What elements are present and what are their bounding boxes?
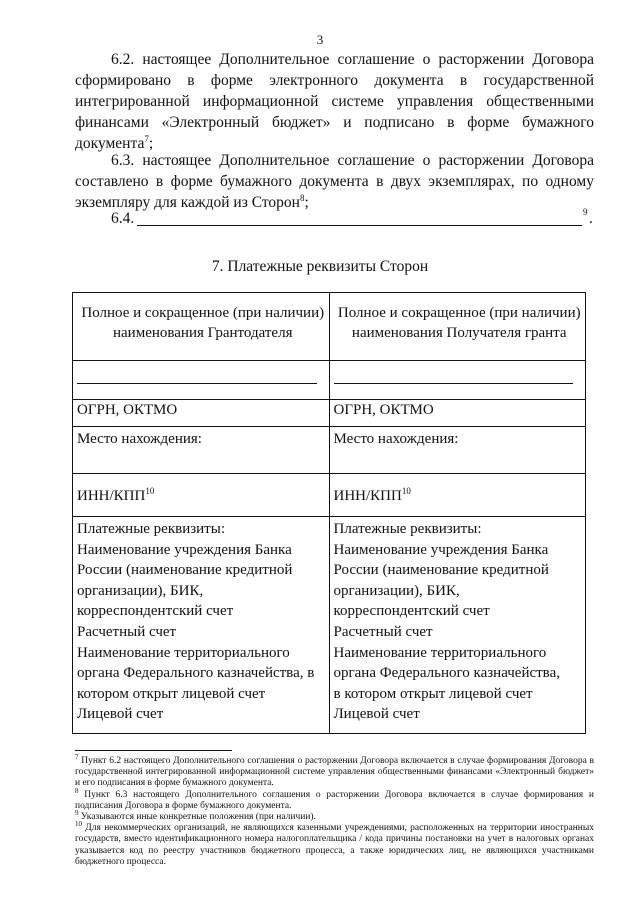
grantor-name-header: Полное и сокращенное (при наличии) наименования Грантодателя (73, 293, 330, 361)
grantor-ogrn: ОГРН, ОКТМО (73, 400, 330, 427)
footnote-8 (75, 786, 594, 812)
page-number: 3 (316, 32, 324, 47)
requisites-table (72, 292, 586, 734)
footnote-number: 7 (75, 752, 79, 761)
footnote-ref-8: 8 (299, 192, 305, 203)
bank-line: Расчетный счет (77, 623, 177, 640)
footnote-ref-9: 9 (583, 207, 588, 217)
ogrn-row (73, 400, 586, 427)
grantor-name-line (77, 383, 317, 384)
footnote-number: 8 (75, 786, 79, 795)
clause-6-2 (75, 49, 594, 154)
table-header-row (73, 293, 586, 361)
clause-6-4 (75, 208, 594, 232)
bank-line: корреспондентский счет (77, 603, 234, 620)
footnotes (75, 752, 594, 868)
clause-6-3-end: ; (304, 194, 309, 211)
bank-line: в котором открыт лицевой счет (333, 685, 533, 702)
recipient-ogrn: ОГРН, ОКТМО (329, 400, 586, 427)
grantor-address: Место нахождения: (73, 427, 330, 474)
blank-name-row (73, 361, 586, 400)
recipient-name-line (334, 383, 574, 384)
clause-6-2-end: ; (148, 135, 154, 152)
bank-line: организации), БИК, (77, 582, 204, 599)
footnote-text: Указываются иные конкретные положения (при наличии). (78, 812, 316, 823)
bank-line: России (наименование кредитной (333, 562, 549, 579)
bank-line: Лицевой счет (77, 706, 164, 723)
footnote-9 (75, 808, 594, 823)
bank-line: Наименование территориального (77, 644, 290, 661)
footnote-text: Пункт 6.3 настоящего Дополнительного соглашения о расторжении Договора включается в случае формирования и подписания Договора в форме бумажного документа. (75, 789, 594, 811)
bank-line: котором открыт лицевой счет (77, 685, 266, 702)
recipient-inn-label: ИНН/КПП (333, 488, 402, 504)
footnote-ref-10: 10 (401, 486, 411, 496)
recipient-inn (329, 474, 586, 517)
clause-6-3-text: 6.3. настоящее Дополнительное соглашение о расторжении Договора составлено в форме бумажного документа в двух экземплярах, по одному экземпляру для каждой из Сторон (75, 152, 594, 211)
bank-line: Наименование учреждения Банка (77, 541, 292, 558)
bank-line: Платежные реквизиты: (333, 521, 482, 537)
bank-line: корреспондентский счет (333, 603, 490, 620)
recipient-address: Место нахождения: (329, 427, 586, 474)
footnote-ref-10: 10 (145, 486, 155, 496)
address-row (73, 427, 586, 474)
clause-6-2-text: 6.2. настоящее Дополнительное соглашение о расторжении Договора сформировано в форме электронного документа в государственной интегрированной информационной системе управления общественными финансами «Электронный бюджет» и подписано в форме бумажного документа (75, 51, 594, 152)
bank-line: Расчетный счет (333, 623, 433, 640)
recipient-bank-details (329, 517, 586, 734)
bank-line: организации), БИК, (333, 582, 460, 599)
footnote-10 (75, 820, 594, 868)
bank-line: Платежные реквизиты: (77, 521, 225, 537)
clause-6-4-label: 6.4. (111, 210, 135, 227)
bank-line: Лицевой счет (333, 706, 420, 723)
footnote-text: Пункт 6.2 настоящего Дополнительного соглашения о расторжении Договора включается в случае формирования Договора в государственной интегрированной информационной системе управления общественными финансами «Электронный бюджет» и его подписания в форме бумажного документа. (75, 756, 594, 789)
grantor-bank-details (73, 517, 330, 734)
footnote-7 (75, 752, 594, 790)
bank-line: органа Федерального казначейства, (333, 665, 560, 682)
grantor-inn (73, 474, 330, 517)
section-title: 7. Платежные реквизиты Сторон (211, 258, 429, 275)
grantor-inn-label: ИНН/КПП (77, 488, 146, 504)
footnote-separator (75, 750, 232, 751)
bank-line: Наименование территориального (333, 644, 547, 661)
footnote-text: Для некоммерческих организаций, не являющихся казенными учреждениями, расположенных на территории иностранных государств, вместо идентификационного номера налогоплательщика / кода причины постановки на учет в налоговых органах указывается код по реестру участников бюджетного процесса, а также юридических лиц, не являющихся участниками бюджетного процесса. (75, 823, 594, 867)
bank-line: Наименование учреждения Банка (333, 541, 549, 558)
clause-6-4-blank-line (137, 225, 582, 226)
bank-line: органа Федерального казначейства, в (77, 665, 315, 682)
bank-line: России (наименование кредитной (77, 562, 293, 579)
clause-6-3 (75, 150, 594, 213)
inn-row (73, 474, 586, 517)
grantor-name-blank (73, 361, 330, 400)
clause-6-4-end: . (589, 210, 593, 227)
footnote-number: 9 (75, 808, 79, 817)
recipient-name-blank (329, 361, 586, 400)
footnote-ref-7: 7 (144, 133, 149, 144)
footnote-number: 10 (75, 820, 82, 829)
recipient-name-header: Полное и сокращенное (при наличии) наименования Получателя гранта (329, 293, 586, 361)
bank-details-row (73, 517, 586, 734)
